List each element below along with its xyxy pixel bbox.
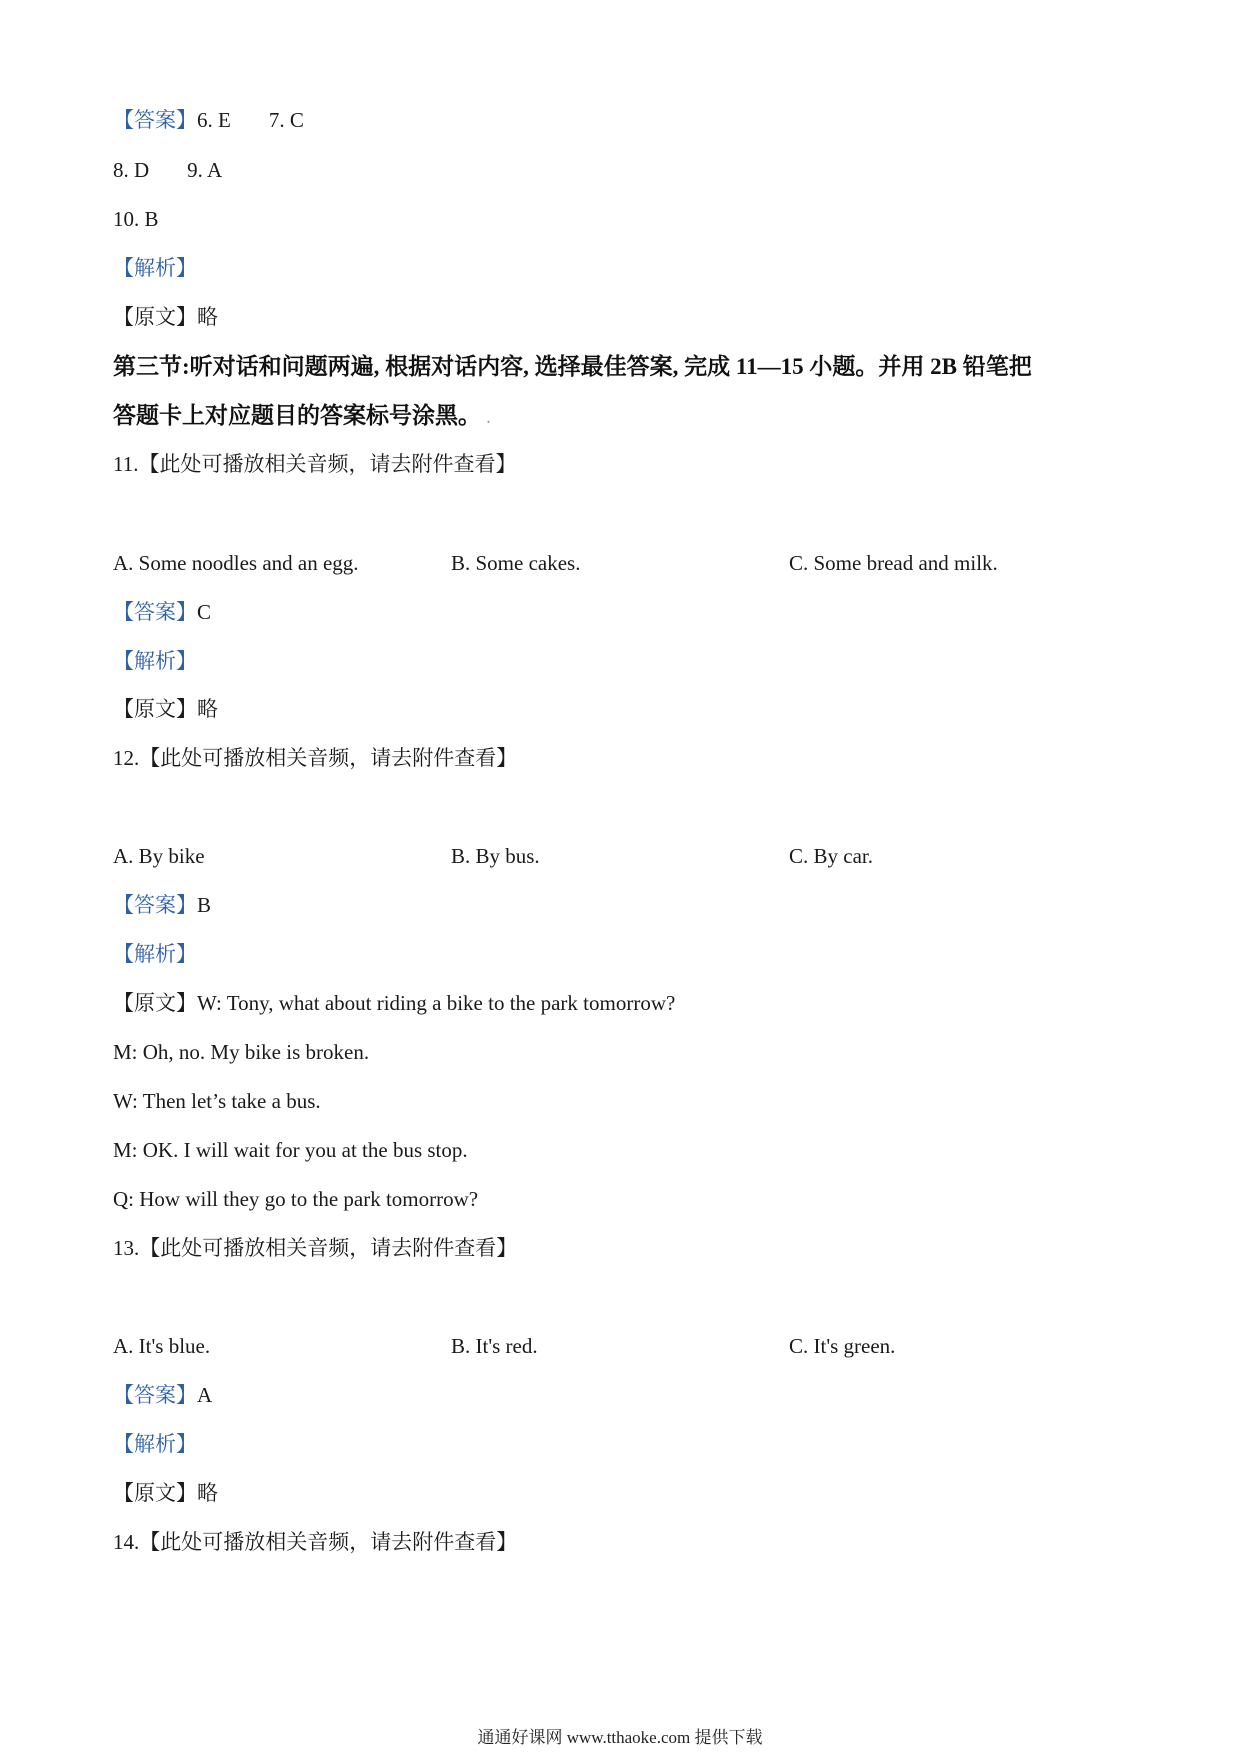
- q11-original-line: [113, 694, 218, 724]
- q12-analysis-tag: 【解析】: [113, 942, 197, 966]
- original-tag: 【原文】: [113, 1481, 197, 1505]
- dialogue-question: Q: How will they go to the park tomorrow?: [113, 1187, 479, 1211]
- q11-option-c: C. Some bread and milk.: [789, 551, 998, 575]
- q14-prompt: 14.【此处可播放相关音频，请去附件查看】: [113, 1530, 518, 1554]
- answer-tag: 【答案】: [113, 108, 197, 132]
- q13-original-line: [113, 1478, 218, 1508]
- footer-credit: 通通好课网 www.tthaoke.com 提供下载: [477, 1728, 763, 1747]
- q12-prompt: 12.【此处可播放相关音频，请去附件查看】: [113, 746, 518, 770]
- q12-answer-line: [113, 890, 211, 920]
- answer-7: 7. C: [268, 108, 304, 132]
- q12-original-line: [113, 988, 675, 1018]
- q13-answer: A: [197, 1383, 213, 1407]
- original-tag: 【原文】: [113, 305, 197, 329]
- answer-line-8-9: [113, 155, 222, 185]
- q12-answer: B: [197, 893, 212, 917]
- q12-option-c: C. By car.: [789, 844, 873, 868]
- answer-tag: 【答案】: [113, 893, 197, 917]
- q13-analysis-tag: 【解析】: [113, 1432, 197, 1456]
- q11-option-a: A. Some noodles and an egg.: [113, 551, 359, 575]
- q13-answer-line: [113, 1380, 212, 1410]
- original-tag: 【原文】: [113, 697, 197, 721]
- dialogue-line: M: OK. I will wait for you at the bus stop.: [113, 1138, 468, 1162]
- q11-answer: C: [197, 600, 212, 624]
- q11-analysis-tag: 【解析】: [113, 649, 197, 673]
- q13-option-b: B. It's red.: [451, 1334, 538, 1358]
- answer-6: 6. E: [197, 108, 231, 132]
- answer-10: 10. B: [113, 207, 159, 231]
- section-heading-line2: 答题卡上对应题目的答案标号涂黑。 .: [113, 403, 491, 428]
- answer-line-6-7: [113, 105, 304, 135]
- q11-answer-line: [113, 597, 211, 627]
- dialogue-line: W: Tony, what about riding a bike to the park tomorrow?: [197, 991, 676, 1015]
- original-tag: 【原文】: [113, 991, 197, 1015]
- dialogue-line: W: Then let’s take a bus.: [113, 1089, 321, 1113]
- section-heading-line1: 第三节:听对话和问题两遍, 根据对话内容, 选择最佳答案, 完成 11—15 小题。并用 2B 铅笔把: [113, 354, 1032, 379]
- answer-9: 9. A: [187, 158, 223, 182]
- q12-option-a: A. By bike: [113, 844, 205, 868]
- section-heading: [113, 342, 1143, 444]
- answer-tag: 【答案】: [113, 600, 197, 624]
- q13-option-a: A. It's blue.: [113, 1334, 211, 1358]
- q13-option-c: C. It's green.: [789, 1334, 896, 1358]
- trailing-mark: .: [486, 412, 491, 427]
- original-text: 略: [197, 305, 218, 329]
- original-line: [113, 302, 218, 332]
- answer-tag: 【答案】: [113, 1383, 197, 1407]
- q11-prompt: 11.【此处可播放相关音频，请去附件查看】: [113, 452, 517, 476]
- answer-8: 8. D: [113, 158, 150, 182]
- q13-prompt: 13.【此处可播放相关音频，请去附件查看】: [113, 1236, 518, 1260]
- analysis-tag: 【解析】: [113, 256, 197, 280]
- q12-option-b: B. By bus.: [451, 844, 540, 868]
- original-text: 略: [197, 697, 218, 721]
- original-text: 略: [197, 1481, 218, 1505]
- q11-option-b: B. Some cakes.: [451, 551, 581, 575]
- dialogue-line: M: Oh, no. My bike is broken.: [113, 1040, 370, 1064]
